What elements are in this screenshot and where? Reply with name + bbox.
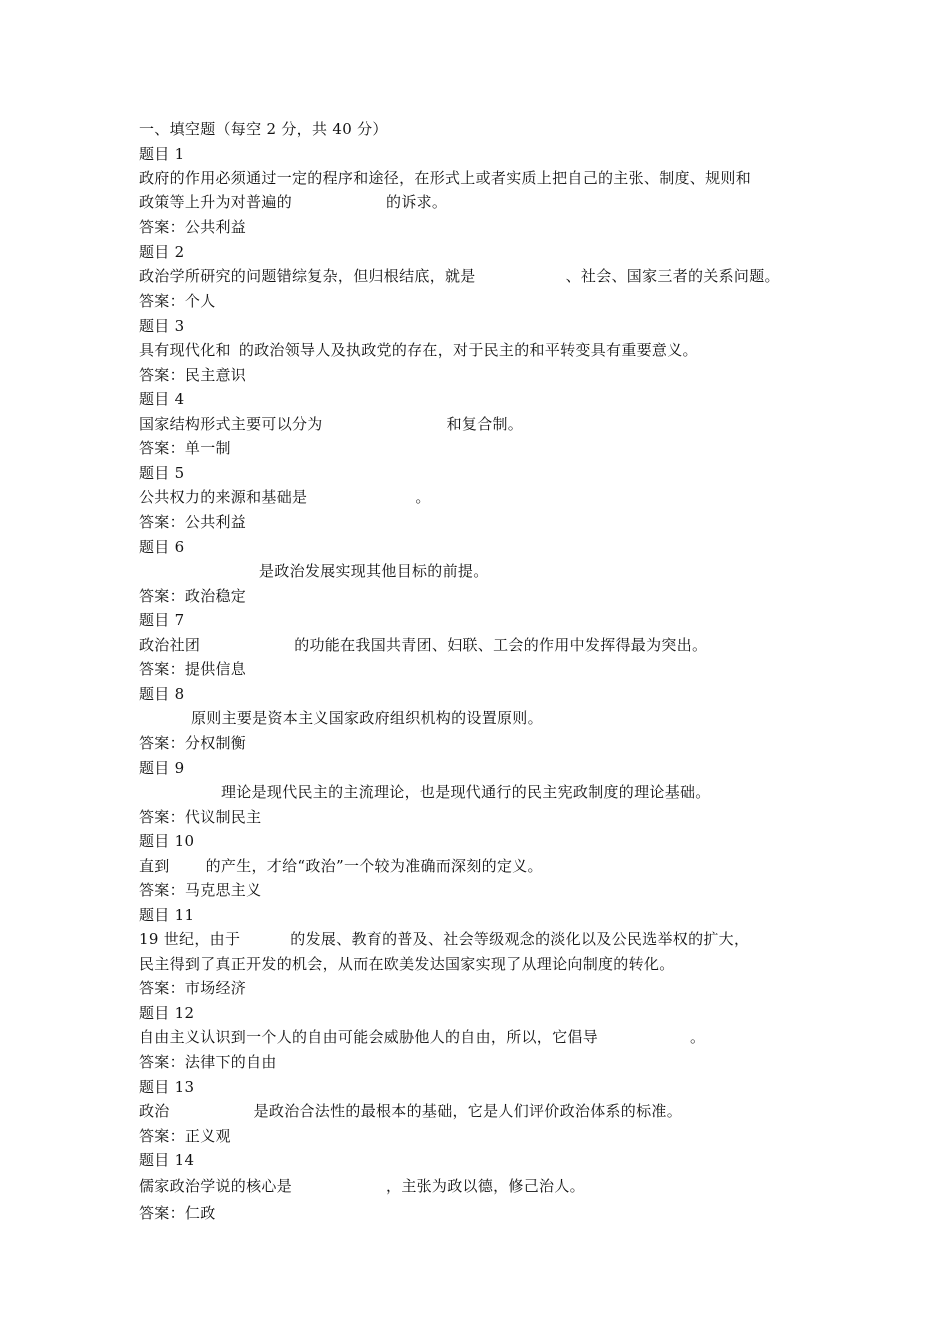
question-8-text: 原则主要是资本主义国家政府组织机构的设置原则。 — [191, 709, 543, 727]
question-14-title: 题目 14 — [139, 1151, 195, 1169]
question-5-answer: 答案：公共利益 — [139, 513, 247, 531]
question-9-answer: 答案：代议制民主 — [139, 808, 262, 826]
question-9-title: 题目 9 — [139, 759, 185, 777]
question-7-text: 政治社团 的功能在我国共青团、妇联、工会的作用中发挥得最为突出。 — [139, 636, 708, 654]
question-14-text: 儒家政治学说的核心是 ，主张为政以德，修己治人。 — [139, 1177, 585, 1195]
question-11-text: 19 世纪，由于 的发展、教育的普及、社会等级观念的淡化以及公民选举权的扩大， — [139, 930, 750, 948]
question-1-answer: 答案：公共利益 — [139, 218, 247, 236]
question-13-title: 题目 13 — [139, 1078, 195, 1096]
question-2-text: 政治学所研究的问题错综复杂，但归根结底，就是 、社会、国家三者的关系问题。 — [139, 267, 780, 285]
question-8-answer: 答案：分权制衡 — [139, 734, 247, 752]
question-4-answer: 答案：单一制 — [139, 439, 231, 457]
question-6-text: 是政治发展实现其他目标的前提。 — [259, 562, 489, 580]
question-6-answer: 答案：政治稳定 — [139, 587, 247, 605]
question-2-answer: 答案：个人 — [139, 292, 216, 310]
question-12-answer: 答案：法律下的自由 — [139, 1053, 277, 1071]
question-4-title: 题目 4 — [139, 390, 185, 408]
question-11-answer: 答案：市场经济 — [139, 979, 247, 997]
question-9-text: 理论是现代民主的主流理论，也是现代通行的民主宪政制度的理论基础。 — [221, 783, 711, 801]
question-11-text-line2: 民主得到了真正开发的机会，从而在欧美发达国家实现了从理论向制度的转化。 — [139, 955, 675, 973]
question-3-answer: 答案：民主意识 — [139, 366, 247, 384]
question-12-text: 自由主义认识到一个人的自由可能会威胁他人的自由，所以，它倡导 。 — [139, 1028, 706, 1046]
question-1-text-line2: 政策等上升为对普遍的 的诉求。 — [139, 193, 448, 211]
question-14-answer: 答案：仁政 — [139, 1204, 216, 1222]
question-1-title: 题目 1 — [139, 145, 185, 163]
question-5-text: 公共权力的来源和基础是 。 — [139, 488, 431, 506]
question-10-answer: 答案：马克思主义 — [139, 881, 262, 899]
question-11-title: 题目 11 — [139, 906, 195, 924]
question-5-title: 题目 5 — [139, 464, 185, 482]
question-7-answer: 答案：提供信息 — [139, 660, 247, 678]
question-3-title: 题目 3 — [139, 317, 185, 335]
question-4-text: 国家结构形式主要可以分为 和复合制。 — [139, 415, 524, 433]
question-6-title: 题目 6 — [139, 538, 185, 556]
question-13-answer: 答案：正义观 — [139, 1127, 231, 1145]
question-12-title: 题目 12 — [139, 1004, 195, 1022]
question-10-text: 直到 的产生，才给“政治”一个较为准确而深刻的定义。 — [139, 857, 543, 875]
question-3-text: 具有现代化和 的政治领导人及执政党的存在，对于民主的和平转变具有重要意义。 — [139, 341, 698, 359]
question-2-title: 题目 2 — [139, 243, 185, 261]
question-8-title: 题目 8 — [139, 685, 185, 703]
question-13-text: 政治 是政治合法性的最根本的基础，它是人们评价政治体系的标准。 — [139, 1102, 683, 1120]
question-7-title: 题目 7 — [139, 611, 185, 629]
section-title: 一、填空题（每空 2 分，共 40 分） — [139, 120, 388, 138]
question-1-text: 政府的作用必须通过一定的程序和途径，在形式上或者实质上把自己的主张、制度、规则和 — [139, 169, 752, 187]
question-10-title: 题目 10 — [139, 832, 195, 850]
